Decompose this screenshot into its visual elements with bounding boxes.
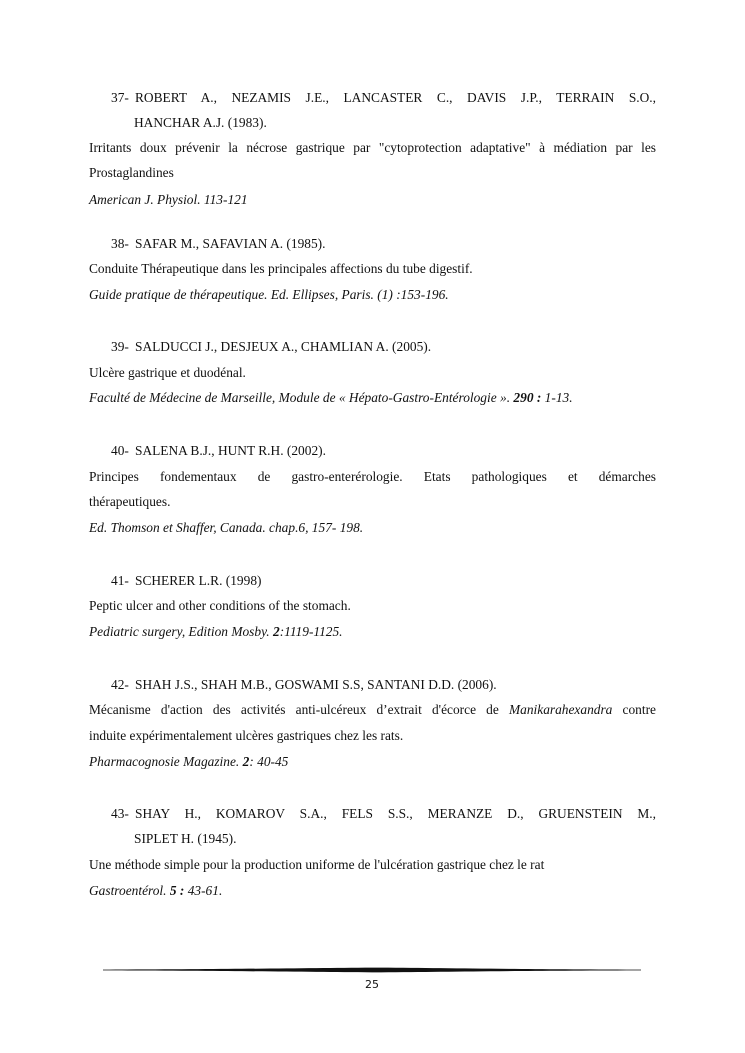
reference-source <box>89 754 656 770</box>
reference-authors: ROBERT A., NEZAMIS J.E., LANCASTER C., DAVIS J.P., TERRAIN S.O., <box>135 90 656 105</box>
reference-pages: 43-61. <box>184 883 223 898</box>
reference-authors-line <box>111 443 656 459</box>
reference-authors: SHAY H., KOMAROV S.A., FELS S.S., MERANZE D., GRUENSTEIN M., <box>135 806 656 821</box>
reference-title <box>89 702 656 718</box>
reference-number: 41- <box>111 573 129 588</box>
reference-number: 42- <box>111 677 129 692</box>
page-number: 25 <box>365 978 379 991</box>
reference-title-continued: Prostaglandines <box>89 165 174 180</box>
reference-source: Guide pratique de thérapeutique. Ed. Ellipses, Paris. (1) :153-196. <box>89 287 449 302</box>
reference-authors-line <box>111 677 656 693</box>
reference-source-text: Pediatric surgery, Edition Mosby. <box>89 624 273 639</box>
reference-number: 39- <box>111 339 129 354</box>
reference-volume: 2 <box>272 624 280 639</box>
reference-authors-line <box>111 339 656 355</box>
reference-number: 43- <box>111 806 129 821</box>
reference-title: Peptic ulcer and other conditions of the stomach. <box>89 598 351 613</box>
reference-title: Ulcère gastrique et duodénal. <box>89 365 246 380</box>
reference-title-continued: thérapeutiques. <box>89 494 171 509</box>
reference-authors-line <box>111 806 656 822</box>
reference-source: Ed. Thomson et Shaffer, Canada. chap.6, 157- 198. <box>89 520 364 535</box>
reference-title: Irritants doux prévenir la nécrose gastrique par "cytoprotection adaptative" à médiation par les <box>89 140 656 155</box>
reference-volume: 290 : <box>513 390 542 405</box>
reference-authors-continued: SIPLET H. (1945). <box>134 831 237 846</box>
reference-species-name: Manikarahexandra <box>508 702 613 717</box>
reference-source-text: Pharmacognosie Magazine. <box>89 754 243 769</box>
reference-source-text: Faculté de Médecine de Marseille, Module de « Hépato-Gastro-Entérologie ». <box>89 390 514 405</box>
reference-source: American J. Physiol. 113-121 <box>89 192 248 207</box>
footer-divider <box>103 967 641 973</box>
reference-source-text: Gastroentérol. <box>89 883 170 898</box>
reference-authors: SALENA B.J., HUNT R.H. (2002). <box>135 443 326 458</box>
reference-authors: SALDUCCI J., DESJEUX A., CHAMLIAN A. (2005). <box>135 339 432 354</box>
reference-source <box>89 624 656 640</box>
reference-number: 38- <box>111 236 129 251</box>
reference-authors: SCHERER L.R. (1998) <box>135 573 262 588</box>
reference-title-continued: induite expérimentalement ulcères gastriques chez les rats. <box>89 728 404 743</box>
reference-source <box>89 883 656 899</box>
reference-title: Une méthode simple pour la production uniforme de l'ulcération gastrique chez le rat <box>89 857 545 872</box>
reference-title: Principes fondementaux de gastro-enterérologie. Etats pathologiques et démarches <box>89 469 656 484</box>
reference-authors: SHAH J.S., SHAH M.B., GOSWAMI S.S, SANTANI D.D. (2006). <box>135 677 497 692</box>
reference-authors-line <box>111 573 656 589</box>
reference-volume: 2 <box>242 754 250 769</box>
reference-authors-line <box>111 236 656 252</box>
reference-authors-continued: HANCHAR A.J. (1983). <box>134 115 267 130</box>
reference-number: 40- <box>111 443 129 458</box>
reference-pages: 1-13. <box>541 390 573 405</box>
reference-title: Conduite Thérapeutique dans les principales affections du tube digestif. <box>89 261 473 276</box>
reference-volume: 5 : <box>169 883 185 898</box>
reference-title-end: contre <box>612 702 656 717</box>
reference-source <box>89 390 656 406</box>
reference-title-text: Mécanisme d'action des activités anti-ulcéreux d’extrait d'écorce de <box>89 702 509 717</box>
reference-pages: :1119-1125. <box>279 624 343 639</box>
reference-authors: SAFAR M., SAFAVIAN A. (1985). <box>135 236 326 251</box>
reference-number: 37- <box>111 90 129 105</box>
reference-pages: : 40-45 <box>249 754 289 769</box>
reference-authors-line <box>111 90 656 106</box>
